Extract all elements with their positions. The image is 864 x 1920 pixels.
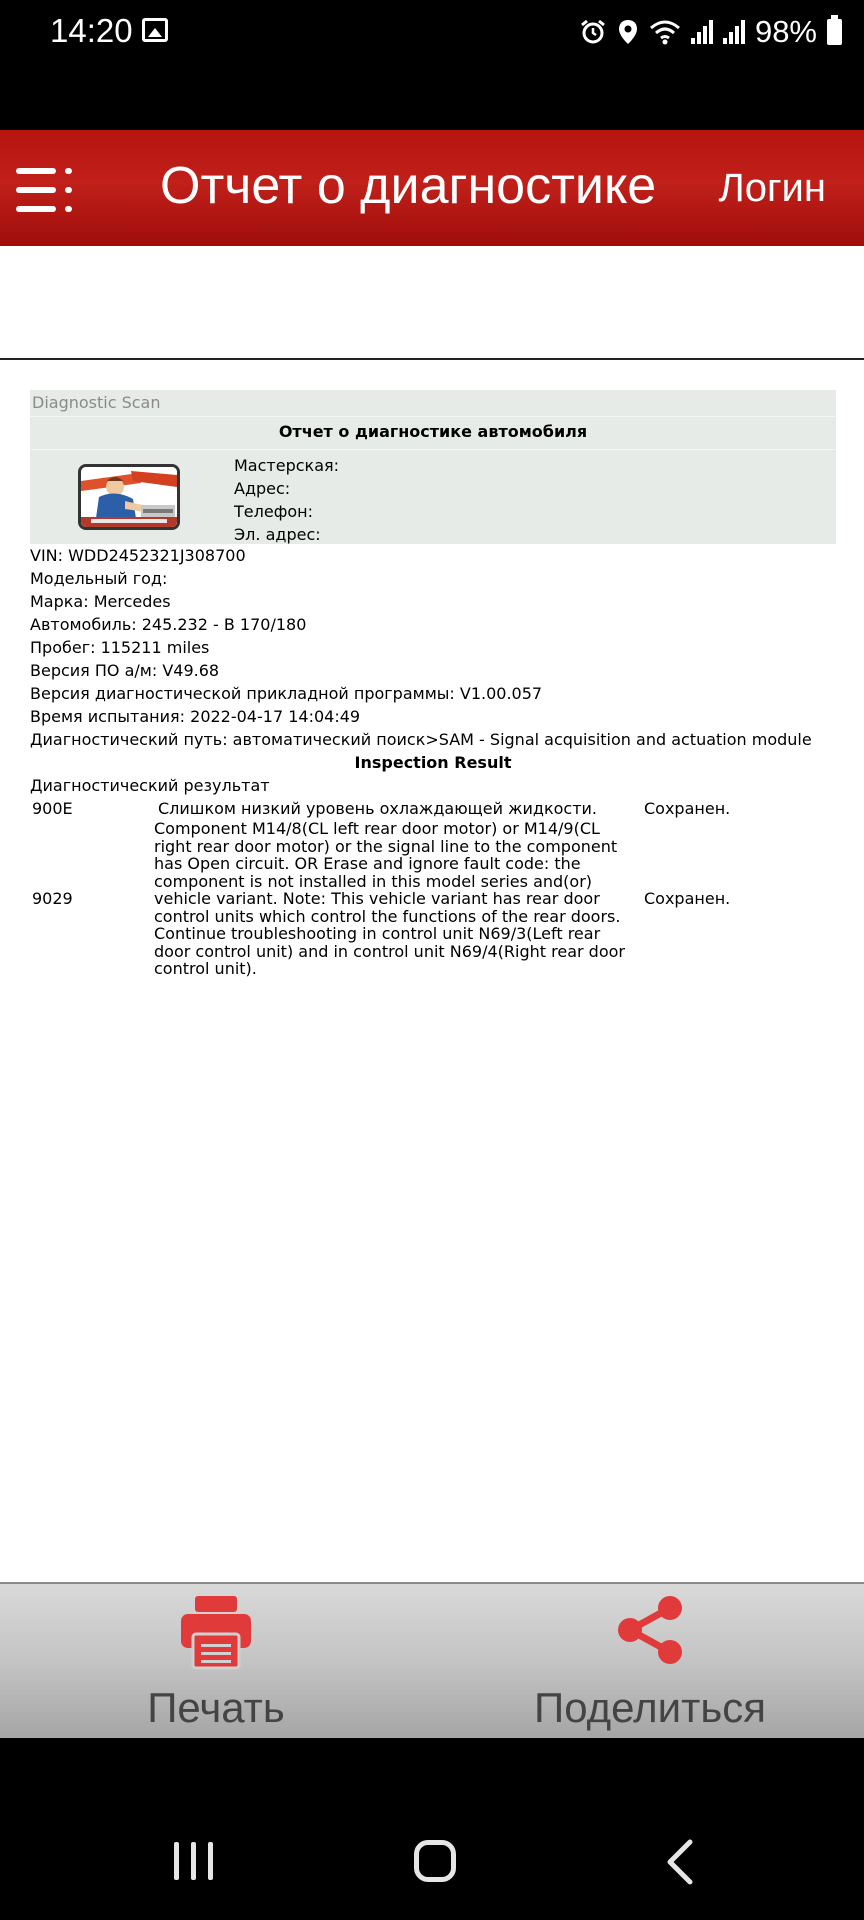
login-button[interactable]: Логин xyxy=(718,166,826,210)
alarm-icon xyxy=(579,18,607,46)
app-bar xyxy=(0,130,864,246)
recents-icon[interactable] xyxy=(174,1842,214,1880)
share-label: Поделиться xyxy=(534,1684,766,1731)
printer-icon xyxy=(179,1594,253,1670)
dtc-description: Слишком низкий уровень охлаждающей жидкости. xyxy=(158,798,597,818)
page-title: Отчет о диагностике xyxy=(160,157,657,215)
status-bar xyxy=(0,0,864,130)
signal-icon xyxy=(723,20,745,44)
vehicle-text: Автомобиль: 245.232 - B 170/180 xyxy=(30,615,307,634)
wifi-icon xyxy=(649,18,681,46)
print-button[interactable] xyxy=(116,1584,316,1740)
system-nav-bar xyxy=(0,1738,864,1920)
image-icon xyxy=(142,18,168,42)
location-icon xyxy=(617,18,639,46)
report-header xyxy=(30,390,836,544)
menu-icon[interactable] xyxy=(16,168,72,212)
app-version-text: Версия диагностической прикладной программы: V1.00.057 xyxy=(30,684,543,703)
email-label: Эл. адрес: xyxy=(234,525,321,544)
home-icon[interactable] xyxy=(414,1840,456,1882)
dtc-code: 900E xyxy=(32,799,73,818)
share-button[interactable] xyxy=(518,1584,782,1740)
dtc-table xyxy=(30,797,836,978)
battery-icon xyxy=(827,19,842,45)
vehicle-info xyxy=(30,544,836,797)
address-label: Адрес: xyxy=(234,479,291,498)
make-text: Марка: Mercedes xyxy=(30,592,171,611)
report-title: Отчет о диагностике автомобиля xyxy=(30,416,836,450)
print-label: Печать xyxy=(147,1684,285,1731)
test-time-text: Время испытания: 2022-04-17 14:04:49 xyxy=(30,707,361,726)
divider xyxy=(0,358,864,360)
mechanic-logo-icon xyxy=(78,464,180,530)
signal-icon xyxy=(691,20,713,44)
sw-version-text: Версия ПО а/м: V49.68 xyxy=(30,661,220,680)
back-icon[interactable] xyxy=(660,1838,700,1886)
model-year-text: Модельный год: xyxy=(30,569,168,588)
status-time: 14:20 xyxy=(50,12,133,49)
share-icon xyxy=(614,1594,686,1666)
vin-text: VIN: WDD2452321J308700 xyxy=(30,546,246,565)
table-row xyxy=(30,797,836,820)
phone-label: Телефон: xyxy=(234,502,314,521)
dtc-status: Сохранен. xyxy=(644,889,731,908)
report-view[interactable] xyxy=(0,246,864,1582)
diagnostic-path-text: Диагностический путь: автоматический поиск>SAM - Signal acquisition and actuation module xyxy=(30,730,812,749)
dtc-code: 9029 xyxy=(32,889,73,908)
result-label: Диагностический результат xyxy=(30,776,270,795)
dtc-status: Сохранен. xyxy=(644,799,731,818)
action-bar xyxy=(0,1582,864,1738)
inspection-title: Inspection Result xyxy=(354,753,512,772)
shop-info xyxy=(30,450,836,544)
diagnostic-report xyxy=(30,390,836,978)
dtc-description: Component M14/8(CL left rear door motor) or M14/9(CL right rear door motor) or the signal line to the component has Open circuit. OR Erase and ignore fault code: the component is not installed in this model series and(or) vehicle variant. Note: This vehicle variant has rear door control units which control the functions of the rear doors. Continue troubleshooting in control unit N69/3(Left rear door control unit) and in control unit N69/4(Right rear door control unit). xyxy=(154,819,625,978)
status-icons xyxy=(579,10,842,54)
table-row xyxy=(30,820,836,978)
battery-percent: 98% xyxy=(754,14,817,49)
scan-label: Diagnostic Scan xyxy=(32,393,161,412)
shop-fields xyxy=(234,454,339,546)
workshop-label: Мастерская: xyxy=(234,456,340,475)
mileage-text: Пробег: 115211 miles xyxy=(30,638,210,657)
